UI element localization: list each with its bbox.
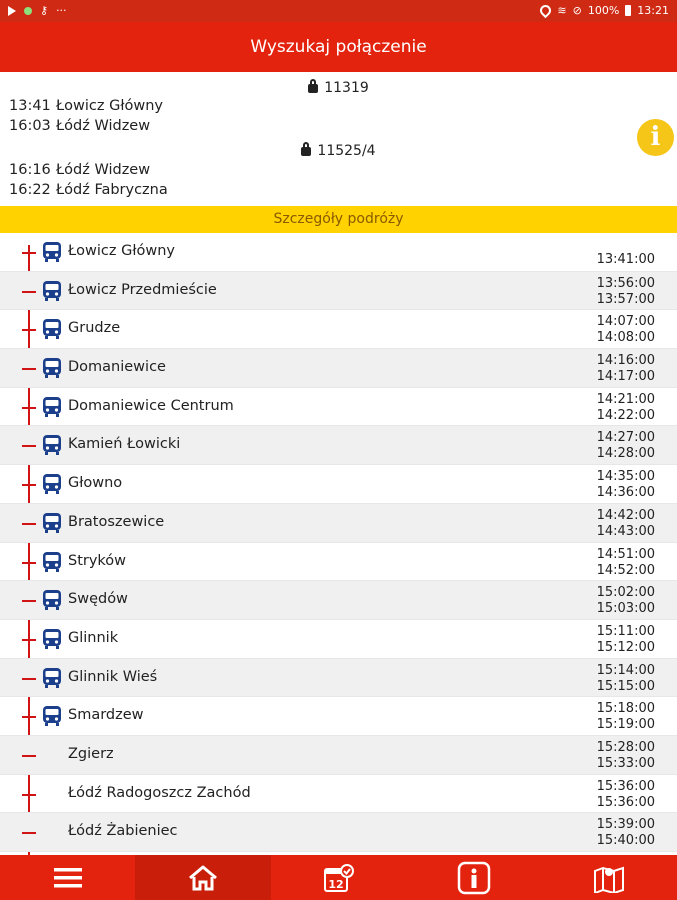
arrival-time: 14:07:00 <box>596 314 655 330</box>
nav-info-button[interactable] <box>406 855 541 900</box>
stop-row <box>0 388 677 427</box>
stop-row <box>0 659 677 698</box>
stop-name: Grudze <box>68 320 121 337</box>
app-header <box>0 22 677 72</box>
segment-station: Łódź Widzew <box>56 118 151 134</box>
departure-time: 14:28:00 <box>596 446 655 462</box>
segment-time: 13:41 <box>9 98 51 114</box>
stop-name: Glinnik <box>68 629 119 646</box>
stop-times <box>597 392 655 424</box>
stop-name: Zgierz <box>68 745 114 762</box>
stop-name: Kamień Łowicki <box>68 436 181 453</box>
stop-marker <box>22 639 36 641</box>
arrival-time: 14:27:00 <box>596 430 655 446</box>
bus-icon <box>42 434 62 456</box>
arrival-time: 14:16:00 <box>596 353 655 369</box>
arrival-time: 15:02:00 <box>596 585 655 601</box>
stop-marker <box>22 291 36 293</box>
bus-icon <box>42 551 62 573</box>
stop-row <box>0 310 677 349</box>
departure-time: 15:12:00 <box>596 639 655 655</box>
stop-row <box>0 697 677 736</box>
arrival-time: 14:21:00 <box>596 391 655 407</box>
stop-times <box>597 624 655 656</box>
clock: 13:21 <box>637 4 669 17</box>
arrival-time: 15:18:00 <box>596 701 655 717</box>
menu-icon <box>54 866 82 890</box>
battery-icon <box>625 5 631 16</box>
departure-time: 14:22:00 <box>596 407 655 423</box>
departure-time: 15:03:00 <box>596 601 655 617</box>
segment-time: 16:03 <box>9 118 51 134</box>
bus-icon <box>42 628 62 650</box>
calendar-badge: 12 <box>327 877 344 891</box>
stop-times <box>597 817 655 849</box>
bus-icon <box>42 473 62 495</box>
stop-times <box>597 740 655 772</box>
segment-row <box>9 118 150 134</box>
stop-times <box>597 469 655 501</box>
stop-row <box>0 581 677 620</box>
nav-map-button[interactable] <box>542 855 677 900</box>
stop-times <box>597 547 655 579</box>
bus-icon <box>42 280 62 302</box>
stop-marker <box>22 407 36 409</box>
bus-icon <box>42 667 62 689</box>
arrival-time: 15:11:00 <box>596 623 655 639</box>
departure-time: 13:41:00 <box>596 252 655 267</box>
stop-times <box>597 779 655 811</box>
stop-times <box>597 430 655 462</box>
segment-station: Łódź Widzew <box>56 162 151 178</box>
arrival-time: 14:35:00 <box>596 469 655 485</box>
key-icon: ⚷ <box>40 4 49 17</box>
stop-name: Łódź Żabieniec <box>68 823 178 840</box>
home-icon <box>188 865 218 891</box>
segment-row <box>9 162 150 178</box>
stop-row <box>0 349 677 388</box>
arrival-time: 15:28:00 <box>596 739 655 755</box>
stop-row <box>0 813 677 852</box>
bus-icon <box>42 589 62 611</box>
train-number: 11525/4 <box>317 143 376 159</box>
departure-time: 14:36:00 <box>596 485 655 501</box>
bus-icon <box>42 318 62 340</box>
stop-row <box>0 233 677 272</box>
stop-times <box>597 508 655 540</box>
arrival-time: 15:36:00 <box>596 778 655 794</box>
page-title: Wyszukaj połączenie <box>250 37 427 57</box>
stop-times <box>597 585 655 617</box>
dnd-icon: ⊘ <box>572 4 582 17</box>
stop-name: Stryków <box>68 552 127 569</box>
stop-row <box>0 736 677 775</box>
play-store-icon <box>8 6 16 16</box>
stop-times <box>597 252 655 268</box>
status-bar <box>0 0 677 22</box>
stop-marker <box>22 678 36 680</box>
stop-marker <box>22 716 36 718</box>
wifi-icon: ≋ <box>557 4 567 17</box>
nav-menu-button[interactable] <box>0 855 135 900</box>
stop-marker <box>22 368 36 370</box>
stop-times <box>597 314 655 346</box>
bus-icon <box>42 357 62 379</box>
stop-name: Łowicz Przedmieście <box>68 281 217 298</box>
departure-time: 14:08:00 <box>596 330 655 346</box>
arrival-time: 15:39:00 <box>596 817 655 833</box>
stop-row <box>0 504 677 543</box>
bus-icon <box>42 512 62 534</box>
stop-times <box>597 276 655 308</box>
train-number-line <box>0 80 677 96</box>
stop-times <box>597 663 655 695</box>
departure-time: 15:33:00 <box>596 755 655 771</box>
stop-marker <box>22 445 36 447</box>
stop-times <box>597 701 655 733</box>
notification-dot-icon <box>24 7 32 15</box>
arrival-time: 14:42:00 <box>596 507 655 523</box>
segment-station: Łódź Fabryczna <box>56 182 168 198</box>
train-icon <box>308 84 318 93</box>
stop-marker <box>22 832 36 834</box>
stop-marker <box>22 484 36 486</box>
departure-time: 15:36:00 <box>596 794 655 810</box>
stop-row <box>0 543 677 582</box>
arrival-time: 13:56:00 <box>596 275 655 291</box>
train-icon <box>301 147 311 156</box>
stop-row <box>0 620 677 659</box>
stop-name: Łowicz Główny <box>68 243 175 259</box>
stop-name: Domaniewice <box>68 359 166 376</box>
stop-marker <box>22 755 36 757</box>
stop-row <box>0 465 677 504</box>
stop-name: Bratoszewice <box>68 513 165 530</box>
stop-row <box>0 426 677 465</box>
bottom-navigation <box>0 855 677 900</box>
train-number-line <box>0 143 677 159</box>
nav-calendar-button[interactable] <box>271 855 406 900</box>
stop-list <box>0 233 677 855</box>
bus-icon <box>42 396 62 418</box>
nav-home-button[interactable] <box>135 855 270 900</box>
departure-time: 15:15:00 <box>596 678 655 694</box>
train-number: 11319 <box>324 80 369 96</box>
segment-row <box>9 98 163 114</box>
info-icon <box>457 861 491 895</box>
segment-row <box>9 182 168 198</box>
stop-row <box>0 272 677 311</box>
stop-name: Głowno <box>68 475 123 492</box>
location-icon <box>538 3 554 19</box>
stop-marker <box>22 562 36 564</box>
stop-marker <box>22 252 36 254</box>
departure-time: 14:17:00 <box>596 369 655 385</box>
stop-times <box>597 353 655 385</box>
segment-time: 16:22 <box>9 182 51 198</box>
journey-details-bar <box>0 206 677 233</box>
stop-name: Smardzew <box>68 707 144 724</box>
more-notifications-icon: ··· <box>56 4 67 17</box>
bus-icon <box>42 705 62 727</box>
calendar-icon <box>323 863 355 893</box>
stop-marker <box>22 794 36 796</box>
info-button-icon[interactable]: i <box>637 119 674 156</box>
stop-name: Swędów <box>68 591 128 608</box>
segment-station: Łowicz Główny <box>56 98 163 114</box>
departure-time: 14:43:00 <box>596 523 655 539</box>
bus-icon <box>42 241 62 263</box>
stop-name: Łódź Radogoszcz Zachód <box>68 784 251 801</box>
stop-name: Glinnik Wieś <box>68 668 158 685</box>
arrival-time: 14:51:00 <box>596 546 655 562</box>
stop-marker <box>22 329 36 331</box>
departure-time: 13:57:00 <box>596 291 655 307</box>
details-label: Szczegóły podróży <box>273 211 404 227</box>
stop-marker <box>22 523 36 525</box>
departure-time: 15:40:00 <box>596 833 655 849</box>
stop-row <box>0 775 677 814</box>
departure-time: 14:52:00 <box>596 562 655 578</box>
battery-percent: 100% <box>587 4 620 17</box>
stop-marker <box>22 600 36 602</box>
segment-time: 16:16 <box>9 162 51 178</box>
departure-time: 15:19:00 <box>596 717 655 733</box>
map-icon <box>593 863 625 893</box>
arrival-time: 15:14:00 <box>596 662 655 678</box>
stop-name: Domaniewice Centrum <box>68 397 234 414</box>
connection-summary <box>0 72 677 206</box>
